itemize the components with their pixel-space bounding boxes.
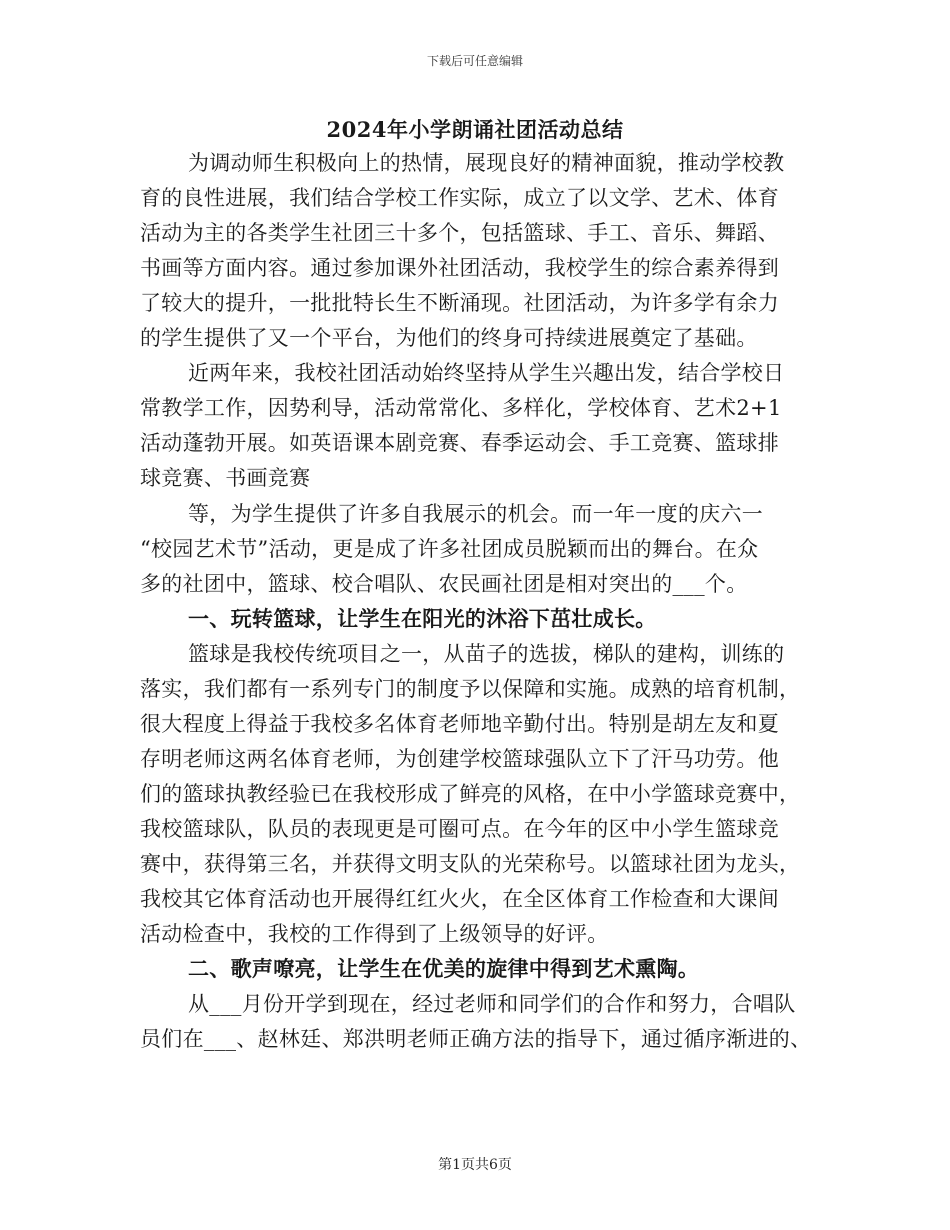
text-line: 们的篮球执教经验已在我校形成了鲜亮的风格，在中小学篮球竞赛中， xyxy=(140,782,801,806)
page-footer: 第1页共6页 xyxy=(438,1157,512,1173)
text-line: 活动蓬勃开展。如英语课本剧竞赛、春季运动会、手工竞赛、篮球排 xyxy=(140,431,779,455)
section-heading: 一、玩转篮球，让学生在阳光的沐浴下茁壮成长。 xyxy=(188,606,657,631)
text-line: 了较大的提升，一批批特长生不断涌现。社团活动，为许多学有余力 xyxy=(140,291,779,315)
text-line: 活动检查中，我校的工作得到了上级领导的好评。 xyxy=(140,922,609,946)
text-line: 从___月份开学到现在，经过老师和同学们的合作和努力，合唱队 xyxy=(188,992,796,1016)
text-line: 我校其它体育活动也开展得红红火火，在全区体育工作检查和大课间 xyxy=(140,887,779,911)
text-line: 常教学工作，因势利导，活动常常化、多样化，学校体育、艺术2+1 xyxy=(140,396,782,420)
text-line: 的学生提供了又一个平台，为他们的终身可持续进展奠定了基础。 xyxy=(140,326,758,350)
document-title: 2024年小学朗诵社团活动总结 xyxy=(326,117,624,142)
text-line: 篮球是我校传统项目之一，从苗子的选拔，梯队的建构，训练的 xyxy=(188,642,785,666)
text-line: 等，为学生提供了许多自我展示的机会。而一年一度的庆六一 xyxy=(188,502,764,526)
text-line: 我校篮球队，队员的表现更是可圈可点。在今年的区中小学生篮球竞 xyxy=(140,817,779,841)
text-line: “校园艺术节”活动，更是成了许多社团成员脱颖而出的舞台。在众 xyxy=(140,537,759,561)
text-line: 为调动师生积极向上的热情，展现良好的精神面貌，推动学校教 xyxy=(188,151,785,175)
text-line: 育的良性进展，我们结合学校工作实际，成立了以文学、艺术、体育 xyxy=(140,186,779,210)
text-line: 近两年来，我校社团活动始终坚持从学生兴趣出发，结合学校日 xyxy=(188,361,785,385)
text-line: 多的社团中，篮球、校合唱队、农民画社团是相对突出的___个。 xyxy=(140,572,748,596)
text-line: 赛中，获得第三名，并获得文明支队的光荣称号。以篮球社团为龙头， xyxy=(140,852,801,876)
text-line: 球竞赛、书画竞赛 xyxy=(140,466,311,490)
text-line: 员们在___、赵林廷、郑洪明老师正确方法的指导下，通过循序渐进的、 xyxy=(140,1027,812,1051)
section-heading: 二、歌声嘹亮，让学生在优美的旋律中得到艺术熏陶。 xyxy=(188,956,700,981)
text-line: 存明老师这两名体育老师，为创建学校篮球强队立下了汗马功劳。他 xyxy=(140,747,779,771)
text-line: 很大程度上得益于我校多名体育老师地辛勤付出。特别是胡左友和夏 xyxy=(140,712,779,736)
text-line: 书画等方面内容。通过参加课外社团活动，我校学生的综合素养得到 xyxy=(140,256,779,280)
header-note: 下载后可任意编辑 xyxy=(426,54,523,68)
text-line: 活动为主的各类学生社团三十多个，包括篮球、手工、音乐、舞蹈、 xyxy=(140,221,779,245)
text-line: 落实，我们都有一系列专门的制度予以保障和实施。成熟的培育机制， xyxy=(140,677,801,701)
